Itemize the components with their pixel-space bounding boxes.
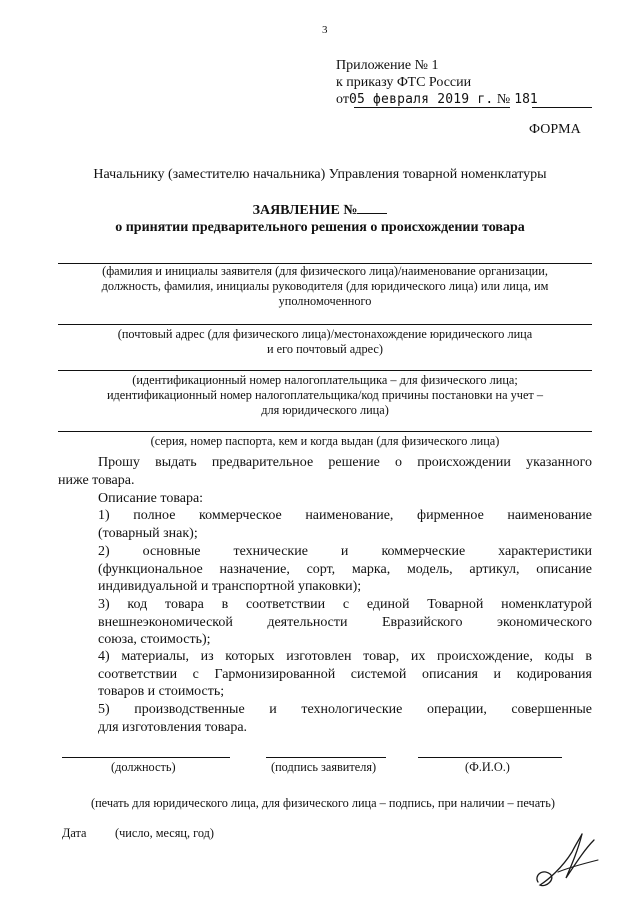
position-line xyxy=(62,757,230,758)
item-2-line-3: индивидуальной и транспортной упаковки); xyxy=(98,579,362,595)
order-date-underline xyxy=(354,107,510,108)
request-text xyxy=(98,454,592,472)
item-5-line-2: для изготовления товара. xyxy=(98,719,248,735)
appendix-line-1: Приложение № 1 xyxy=(336,58,439,73)
item-2-line-1: 2) основные технические и коммерческие характеристики xyxy=(98,544,592,559)
page-number: 3 xyxy=(322,24,328,36)
request-line-2: ниже товара. xyxy=(58,473,135,488)
document-title xyxy=(0,202,640,219)
order-number-label: № xyxy=(496,92,511,107)
order-number: 181 xyxy=(514,92,538,107)
item-5-line-1: 5) производственные и технологические операции, совершенные xyxy=(98,702,592,717)
item-4-line-2: соответствии с Гармонизированной системой описания и кодирования xyxy=(98,666,592,682)
date-hint: (число, месяц, год) xyxy=(115,826,215,840)
passport-caption xyxy=(78,434,572,449)
postal-address-caption xyxy=(78,327,572,357)
item-5 xyxy=(98,701,592,736)
caption-line: для юридического лица) xyxy=(261,403,389,417)
caption-line: (идентификационный номер налогоплательщика – для физического лица; xyxy=(132,373,518,387)
item-3-line-1: 3) код товара в соответствии с единой Товарной номенклатурой xyxy=(98,597,592,612)
tax-id-caption xyxy=(78,373,572,418)
appendix-line-2: к приказу ФТС России xyxy=(336,75,472,90)
item-4 xyxy=(98,648,592,701)
caption-line: и его почтовый адрес) xyxy=(267,342,383,356)
date-label: Дата xyxy=(62,826,87,840)
signature-caption: (подпись заявителя) xyxy=(271,760,377,774)
caption-line: (серия, номер паспорта, кем и когда выдан (для физического лица) xyxy=(150,434,500,448)
caption-line: идентификационный номер налогоплательщика/код причины постановки на учет – xyxy=(106,388,544,402)
description-heading-text: Описание товара: xyxy=(98,491,204,506)
item-3-line-2: внешнеэкономической деятельности Евразийского экономического xyxy=(98,614,592,630)
applicant-name-caption xyxy=(78,264,572,309)
full-name-line xyxy=(418,757,562,758)
form-label: ФОРМА xyxy=(529,122,581,137)
request-text-cont xyxy=(58,472,592,490)
item-1 xyxy=(98,507,592,542)
tax-id-line xyxy=(58,370,592,371)
description-heading xyxy=(98,490,592,508)
order-from-prefix: от xyxy=(336,92,349,107)
item-1-line-2: (товарный знак); xyxy=(98,525,198,541)
item-1-line-1: 1) полное коммерческое наименование, фирменное наименование xyxy=(98,508,592,523)
order-date-line xyxy=(336,91,538,108)
seal-note: (печать для юридического лица, для физического лица – подпись, при наличии – печать) xyxy=(91,796,555,810)
caption-line: уполномоченного xyxy=(278,294,372,308)
order-number-underline xyxy=(532,107,592,108)
item-2 xyxy=(98,543,592,596)
item-3-line-3: союза, стоимость); xyxy=(98,632,211,648)
title-number-blank xyxy=(357,202,387,214)
document-subtitle: о принятии предварительного решения о происхождении товара xyxy=(115,220,525,235)
postal-address-line xyxy=(58,324,592,325)
request-line-1: Прошу выдать предварительное решение о происхождении указанного xyxy=(98,455,592,470)
item-2-line-2: (функциональное назначение, сорт, марка, модель, артикул, описание xyxy=(98,561,592,577)
appendix-header xyxy=(336,57,538,108)
order-date: 05 февраля 2019 г. xyxy=(348,92,494,107)
full-name-caption: (Ф.И.О.) xyxy=(465,760,510,774)
signature-line xyxy=(266,757,386,758)
document-title-text: ЗАЯВЛЕНИЕ № xyxy=(252,203,358,218)
handwritten-signature xyxy=(532,830,602,894)
caption-line: (почтовый адрес (для физического лица)/местонахождение юридического лица xyxy=(117,327,533,341)
position-caption: (должность) xyxy=(111,760,176,774)
item-3 xyxy=(98,596,592,649)
caption-line: должность, фамилия, инициалы руководителя (для юридического лица) или лица, им xyxy=(101,279,549,293)
passport-line xyxy=(58,431,592,432)
item-4-line-1: 4) материалы, из которых изготовлен товар, их происхождение, коды в xyxy=(98,649,592,664)
addressee: Начальнику (заместителю начальника) Управления товарной номенклатуры xyxy=(93,167,547,182)
item-4-line-3: товаров и стоимость; xyxy=(98,684,225,700)
caption-line: (фамилия и инициалы заявителя (для физического лица)/наименование организации, xyxy=(102,264,548,278)
